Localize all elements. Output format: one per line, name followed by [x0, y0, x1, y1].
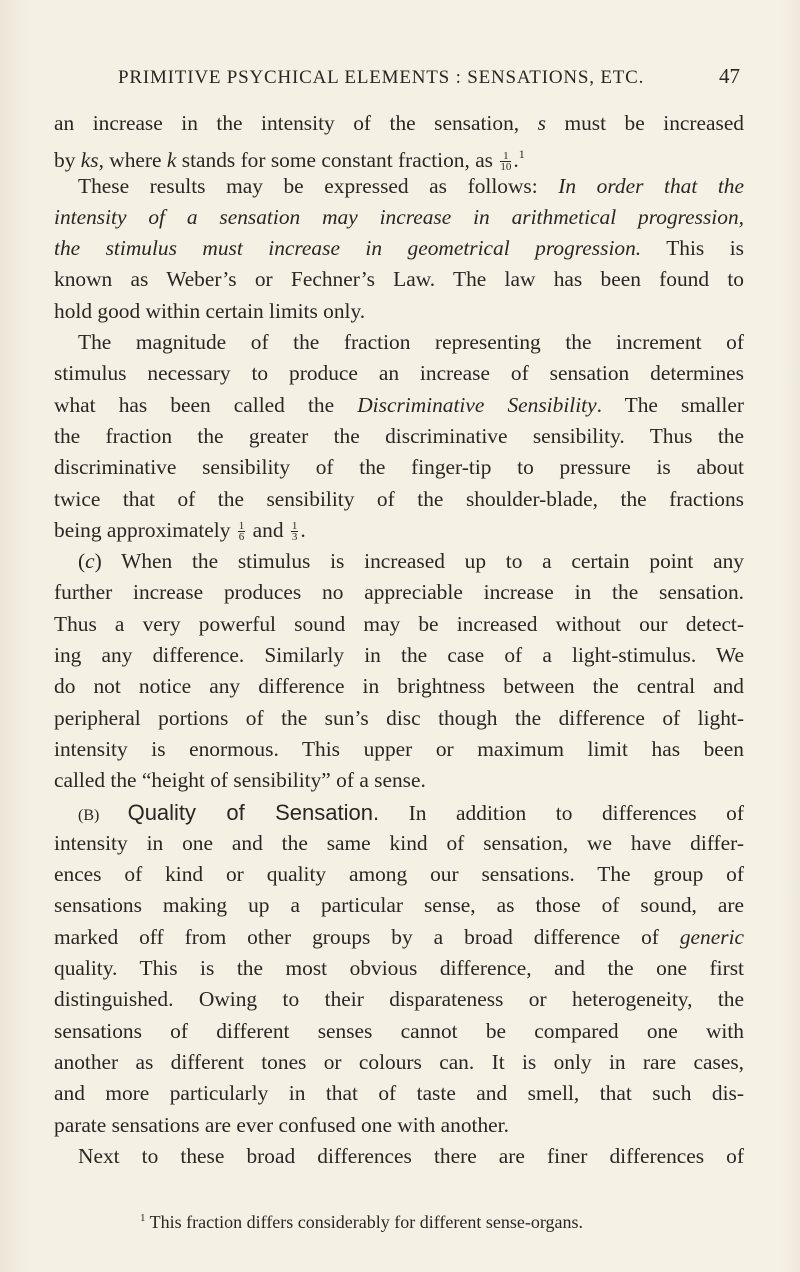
text-line: known as Weber’s or Fechner’s Law. The law has been found to: [54, 267, 744, 292]
text-line: being approximately $\frac{1}{6}$ and $\frac{1}{3}$ .: [54, 517, 306, 543]
text-line: (c) When the stimulus is increased up to a certain point any: [78, 549, 744, 574]
text-line: ing any difference. Similarly in the case of a light-stimulus. We: [54, 643, 744, 668]
footnote-marker: 1: [140, 1212, 146, 1224]
footnote: [140, 1212, 740, 1233]
text-line: parate sensations are ever confused one with another.: [54, 1112, 509, 1137]
text-line: the fraction the greater the discriminative sensibility. Thus the: [54, 423, 744, 448]
text-line: intensity is enormous. This upper or maximum limit has been: [54, 736, 744, 761]
text-line: called the “height of sensibility” of a sense.: [54, 768, 426, 793]
text-line: intensity of a sensation may increase in arithmetical progression,: [54, 204, 744, 229]
text-line: These results may be expressed as follows: In order that the: [78, 173, 744, 198]
text-line: by ks, where k stands for some constant fraction, as $\frac{1}{10}$ .$^1$: [54, 147, 525, 174]
text-line: twice that of the sensibility of the shoulder-blade, the fractions: [54, 486, 744, 511]
text-line: intensity in one and the same kind of sensation, we have differ-: [54, 830, 744, 855]
text-line: another as different tones or colours can. It is only in rare cases,: [54, 1049, 744, 1074]
footnote-text: This fraction differs considerably for different sense-organs.: [145, 1212, 584, 1232]
text-line: an increase in the intensity of the sensation, s must be increased: [54, 111, 744, 135]
running-title: PRIMITIVE PSYCHICAL ELEMENTS : SENSATIONS, ETC.: [118, 67, 645, 88]
text-line: discriminative sensibility of the finger-tip to pressure is about: [54, 455, 744, 480]
text-line: what has been called the Discriminative Sensibility. The smaller: [54, 392, 744, 417]
text-line: the stimulus must increase in geometrical progression. This is: [54, 236, 744, 261]
text-line: ences of kind or quality among our sensations. The group of: [54, 862, 744, 887]
page-number: 47: [719, 64, 740, 88]
text-line: further increase produces no appreciable increase in the sensation.: [54, 580, 744, 605]
text-line: marked off from other groups by a broad difference of generic: [54, 924, 744, 949]
body-text: [54, 108, 744, 1172]
text-line: Thus a very powerful sound may be increased without our detect-: [54, 611, 744, 636]
text-line: sensations of different senses cannot be compared one with: [54, 1018, 744, 1043]
running-header: [118, 64, 740, 89]
text-line: peripheral portions of the sun’s disc though the difference of light-: [54, 705, 744, 730]
section-heading: Quality of Sensation.: [127, 799, 380, 825]
text-line: sensations making up a particular sense, as those of sound, are: [54, 893, 744, 918]
fraction-one-sixth: $\frac{1}{6}$: [238, 519, 245, 543]
text-line: The magnitude of the fraction representing the increment of: [78, 330, 744, 355]
text-line: do not notice any difference in brightness between the central and: [54, 674, 744, 699]
fraction-one-tenth: $\frac{1}{10}$: [500, 150, 512, 174]
text-line: (B) Quality of Sensation. In addition to differences of: [78, 799, 744, 825]
text-line: hold good within certain limits only.: [54, 298, 366, 323]
text-line: quality. This is the most obvious difference, and the one first: [54, 956, 744, 981]
text-line: stimulus necessary to produce an increase of sensation determines: [54, 361, 744, 386]
footnote-ref: 1: [518, 147, 525, 162]
text-line: distinguished. Owing to their disparateness or heterogeneity, the: [54, 987, 744, 1012]
text-line: Next to these broad differences there are finer differences of: [78, 1143, 744, 1168]
text-line: and more particularly in that of taste and smell, that such dis-: [54, 1081, 744, 1106]
fraction-one-third: $\frac{1}{3}$: [291, 519, 298, 543]
